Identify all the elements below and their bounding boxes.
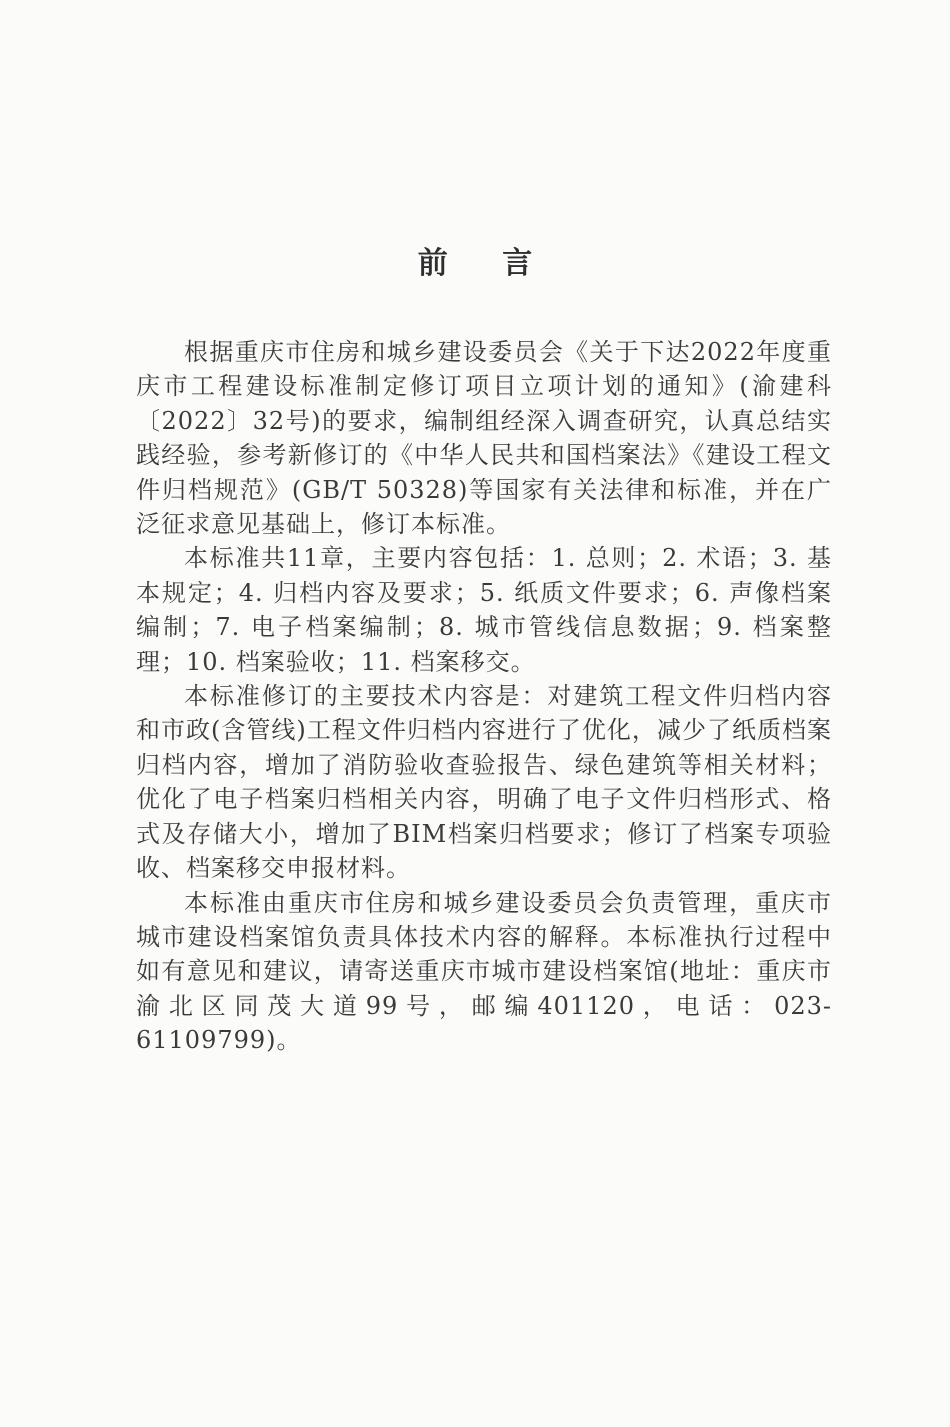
foreword-body xyxy=(136,335,832,1058)
paragraph-chapters: 本标准共11章，主要内容包括：1. 总则；2. 术语；3. 基本规定；4. 归档内容及要求；5. 纸质文件要求；6. 声像档案编制；7. 电子档案编制；8. 城市管线信息数据；9. 档案整理；10. 档案验收；11. 档案移交。 xyxy=(136,544,832,676)
paragraph-management: 本标准由重庆市住房和城乡建设委员会负责管理，重庆市城市建设档案馆负责具体技术内容的解释。本标准执行过程中如有意见和建议，请寄送重庆市城市建设档案馆(地址：重庆市渝北区同茂大道99号，邮编401120，电话：023-61109799)。 xyxy=(136,888,832,1055)
page-title: 前 言 xyxy=(417,246,555,281)
paragraph-revisions: 本标准修订的主要技术内容是：对建筑工程文件归档内容和市政(含管线)工程文件归档内容进行了优化，减少了纸质档案归档内容，增加了消防验收查验报告、绿色建筑等相关材料；优化了电子档案归档相关内容，明确了电子文件归档形式、格式及存储大小，增加了BIM档案归档要求；修订了档案专项验收、档案移交申报材料。 xyxy=(136,682,832,883)
paragraph-basis: 根据重庆市住房和城乡建设委员会《关于下达2022年度重庆市工程建设标准制定修订项目立项计划的通知》(渝建科〔2022〕32号)的要求，编制组经深入调查研究，认真总结实践经验，参考新修订的《中华人民共和国档案法》《建设工程文件归档规范》(GB/T 50328)等国家有关法律和标准，并在广泛征求意见基础上，修订本标准。 xyxy=(136,338,832,539)
